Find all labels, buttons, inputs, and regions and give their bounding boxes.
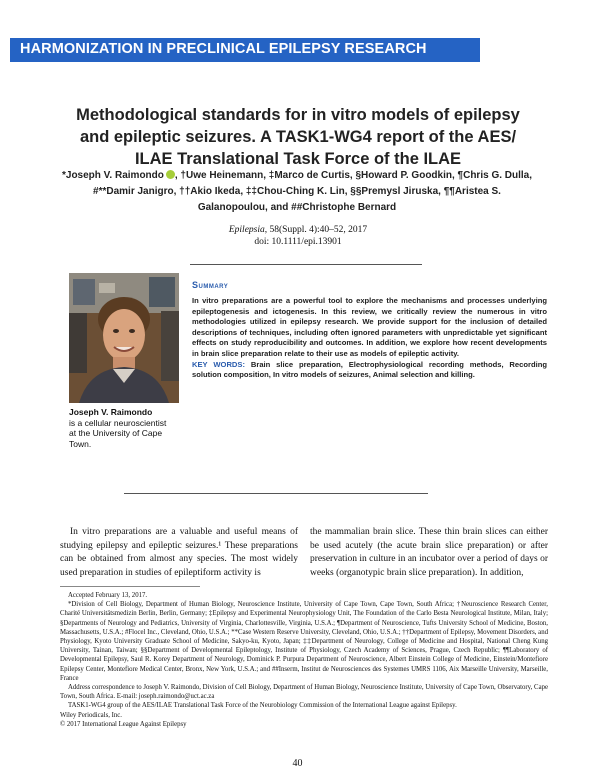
correspondence-address: Address correspondence to Joseph V. Raimondo, Division of Cell Biology, Department of Human Biology, Neuroscience Institute, University of Cape Town, Observatory, Cape Town, South Africa. E-mail: joseph.raimondo@uct.ac.za xyxy=(60,684,548,701)
summary-bottom-rule xyxy=(124,493,428,494)
photo-caption xyxy=(69,407,169,449)
author-first[interactable]: *Joseph V. Raimondo xyxy=(62,170,164,181)
orcid-icon[interactable] xyxy=(166,170,175,179)
author-photo xyxy=(69,273,179,403)
affiliations: *Division of Cell Biology, Department of Human Biology, Neuroscience Institute, University of Cape Town, Cape Town, South Africa; †Neuroscience Research Center, Charité Universitätsmedizin Berlin, Berlin, Germany; ‡Epilepsy and Experimental Neurophysiology Unit, The Foundation of the Carlo Besta Neurological Institute, Milan, Italy; §Departments of Neurology and Pediatrics, University of Virginia, Charlottesville, Virginia, U.S.A.; ¶Department of Neuroscience, Tufts University School of Medicine, Boston, Massachusetts, U.S.A.; #Flocel Inc., Cleveland, Ohio, U.S.A.; **Case Western Reserve University, Cleveland, Ohio, U.S.A.; ††Department of Epilepsy, Movement Disorders, and Physiology, Kyoto University Graduate School of Medicine, Sakyo-ku, Kyoto, Japan; ‡‡Department of Neurology, College of Medicine and Hospital, National Cheng Kung University, Tainan, Taiwan; §§Department of Developmental Epileptology, Institute of Physiology, Czech Academy of Sciences, Prague, Czech Republic; ¶¶Laboratory of Developmental Epilepsy, Saul R. Korey Department of Neurology, Dominick P. Purpura Department of Neuroscience, Albert Einstein College of Medicine, Einstein/Montefiore Epilepsy Center, Montefiore Medical Center, Bronx, New York, U.S.A.; and ##Inserm, Institut de Neurosciences des Systemes UMRS 1106, Aix Marseille University, Marseille, France xyxy=(60,601,548,682)
body-column-left: In vitro preparations are a valuable and useful means of studying epilepsy and epileptic seizures.¹ These preparations can be obtained from almost any species. The most widely used preparation in studies of epileptiform activity is xyxy=(60,527,298,578)
publisher: Wiley Periodicals, Inc. xyxy=(60,711,123,719)
summary-block xyxy=(192,296,547,381)
page-number: 40 xyxy=(292,758,303,769)
summary-text: In vitro preparations are a powerful tool to explore the mechanisms and processes underlying epileptogenesis and ictogenesis. In this review, we critically review the numerous in vitro methodologies utilized in epilepsy research. We provide support for the inclusion of detailed descriptions of techniques, including often ignored parameters with unpredictable yet significant effects on study reproducibility and outcomes. In addition, we explore how recent developments in brain slice preparation relate to their use as models of epileptic activity. xyxy=(192,296,547,358)
journal-name: Epilepsia xyxy=(228,225,265,235)
footnotes xyxy=(60,591,548,729)
summary-heading: Summary xyxy=(192,280,229,290)
accepted-date: Accepted February 13, 2017. xyxy=(68,592,148,599)
article-title: Methodological standards for in vitro models of epilepsy and epileptic seizures. A TASK1-WG4 report of the AES/ ILAE Translational Task Force of the ILAE xyxy=(76,106,520,168)
author-rest: , †Uwe Heinemann, ‡Marco de Curtis, §Howard P. Goodkin, ¶Chris G. Dulla, #**Damir Janigro, ††Akio Ikeda, ‡‡Chou-Ching K. Lin, §§Premysl Jiruska, ¶¶Aristea S. Galanopoulou, and ##Christophe Bernard xyxy=(93,170,532,213)
caption-name: Joseph V. Raimondo xyxy=(69,407,153,417)
keywords-label: KEY WORDS: xyxy=(192,359,245,369)
copyright: © 2017 International League Against Epilepsy xyxy=(60,720,187,728)
footnote-rule xyxy=(60,586,200,587)
body-column-right: the mammalian brain slice. These thin brain slices can either be used acutely (the acute brain slice preparation) or after preservation in culture in an incubator over a period of days or weeks (organotypic brain slice preparation). In addition, xyxy=(310,527,548,578)
section-banner xyxy=(10,38,480,62)
author-photo-image xyxy=(69,273,179,403)
author-list xyxy=(62,168,532,216)
doi-link[interactable]: doi: 10.1111/epi.13901 xyxy=(254,237,342,247)
keywords-text: Brain slice preparation, Electrophysiological recording methods, Recording solution composition, In vitro models of seizures, Animal selection and killing. xyxy=(192,359,547,380)
journal-volume: , 58(Suppl. 4):40–52, 2017 xyxy=(264,225,368,235)
section-banner-text: HARMONIZATION IN PRECLINICAL EPILEPSY RESEARCH xyxy=(20,41,427,57)
summary-top-rule xyxy=(190,264,422,265)
caption-text: is a cellular neuroscientist at the University of Cape Town. xyxy=(69,417,167,449)
citation xyxy=(150,224,446,248)
task-force-note: TASK1-WG4 group of the AES/ILAE Translational Task Force of the Neurobiology Commission of the International League against Epilepsy. xyxy=(68,702,457,710)
